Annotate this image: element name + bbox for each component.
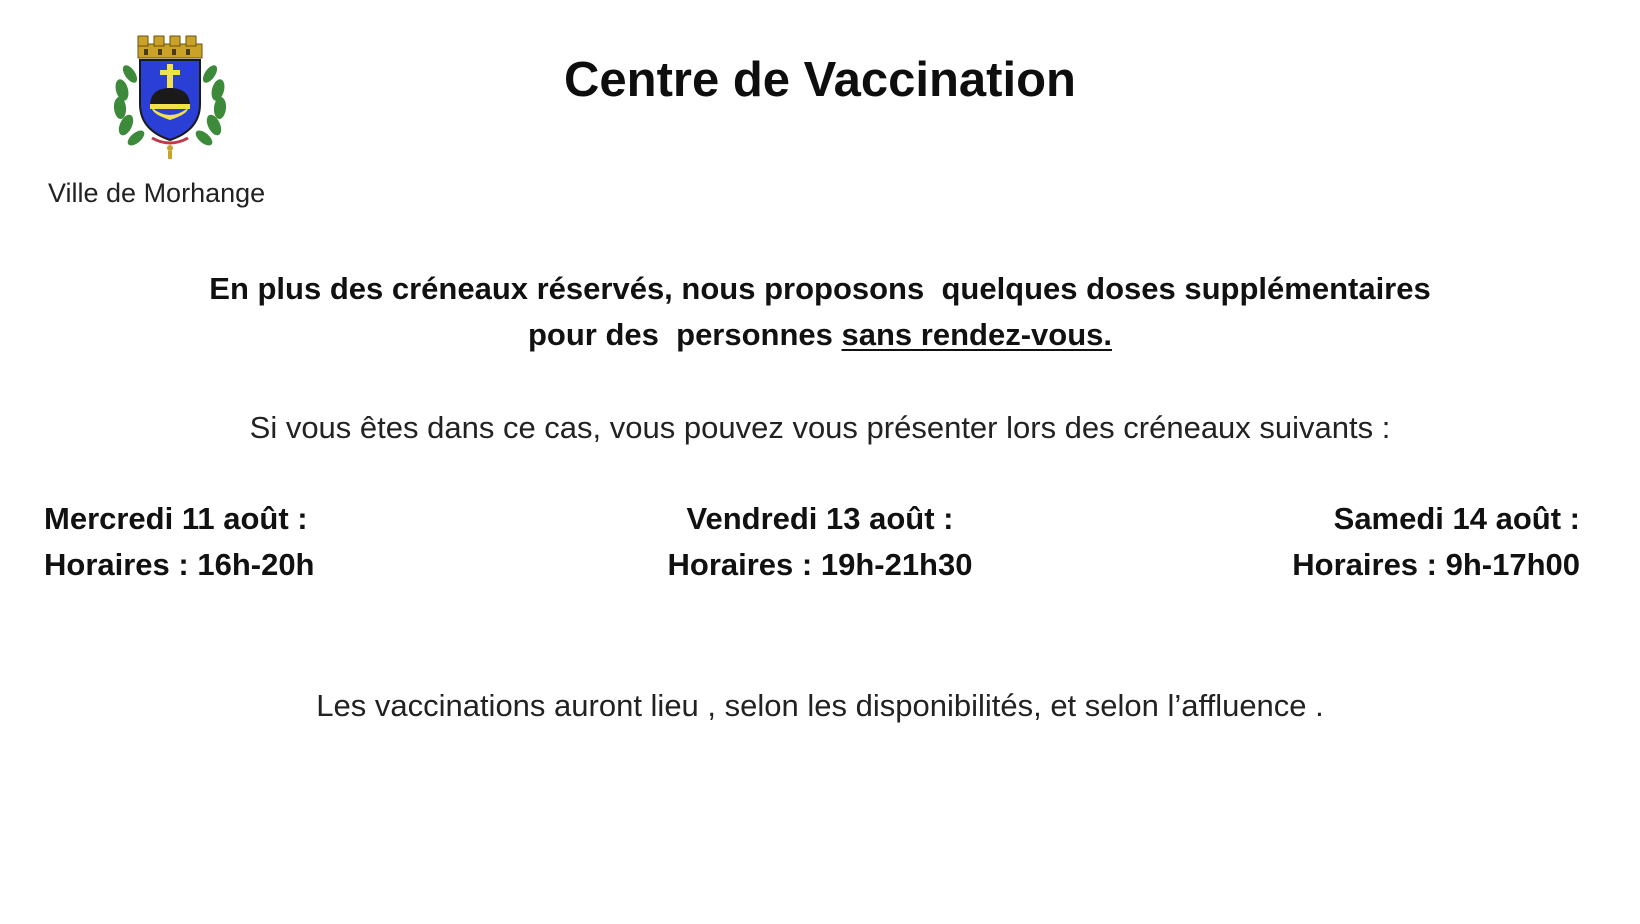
page-title: Centre de Vaccination <box>564 53 1076 107</box>
intro-paragraph <box>0 266 1640 358</box>
intro-line-2 <box>0 312 1640 358</box>
intro-line-1: En plus des créneaux réservés, nous proposons quelques doses supplémentaires <box>209 271 1431 306</box>
intro-line-2-prefix: pour des personnes <box>528 317 842 352</box>
footer-note: Les vaccinations auront lieu , selon les disponibilités, et selon l’affluence . <box>316 688 1324 723</box>
slot-day: Samedi 14 août : <box>1333 501 1580 536</box>
info-text: Si vous êtes dans ce cas, vous pouvez vous présenter lors des créneaux suivants : <box>249 410 1391 445</box>
slot-day: Mercredi 11 août : <box>44 501 308 536</box>
town-name: Ville de Morhange <box>48 178 266 208</box>
slot-hours: Horaires : 19h-21h30 <box>667 547 973 582</box>
slot-day: Vendredi 13 août : <box>686 501 954 536</box>
slot-friday <box>600 496 1040 588</box>
slot-hours: Horaires : 9h-17h00 <box>1292 547 1580 582</box>
slot-wednesday <box>44 496 315 588</box>
slot-hours: Horaires : 16h-20h <box>44 547 315 582</box>
slot-saturday <box>1200 496 1580 588</box>
no-appointment-emphasis: sans rendez-vous. <box>841 317 1112 352</box>
